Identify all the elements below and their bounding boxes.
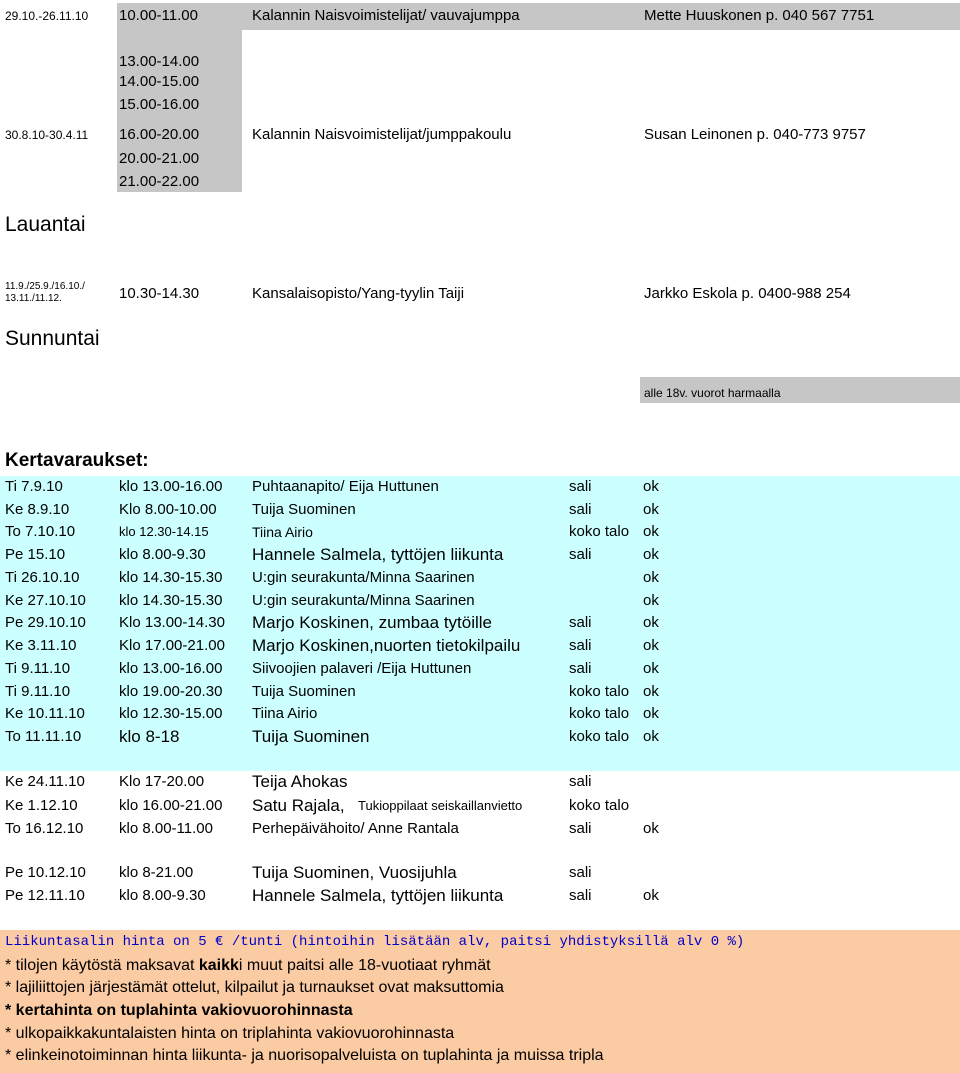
- booking-place: sali: [569, 546, 592, 563]
- booking-time: Klo 17-20.00: [119, 773, 205, 790]
- booking-description: Hannele Salmela, tyttöjen liikunta: [252, 886, 504, 905]
- booking-row: [0, 476, 960, 498]
- booking-status: ok: [643, 478, 659, 495]
- booking-row: [0, 862, 960, 884]
- sunnuntai-heading: Sunnuntai: [5, 327, 100, 350]
- booking-place: koko talo: [569, 797, 630, 814]
- booking-status: ok: [643, 887, 659, 904]
- sched2-extra-time: 20.00-21.00: [119, 150, 200, 167]
- booking-date: Ti 9.11.10: [5, 660, 71, 677]
- booking-time: klo 16.00-21.00: [119, 797, 223, 814]
- sched1-extra-time: 15.00-16.00: [119, 96, 200, 113]
- pricing-note-5: * elinkeinotoiminnan hinta liikunta- ja nuorisopalveluista on tuplahinta ja muissa tripla: [5, 1047, 604, 1064]
- sched2-time: 16.00-20.00: [119, 126, 200, 143]
- booking-time: klo 8.00-11.00: [119, 820, 213, 837]
- booking-place: sali: [569, 820, 592, 837]
- booking-description: Hannele Salmela, tyttöjen liikunta: [252, 545, 504, 564]
- sched2-extra-time: 21.00-22.00: [119, 173, 200, 190]
- booking-row: [0, 521, 960, 543]
- pricing-note-1-pre: * tilojen käytöstä maksavat: [5, 957, 199, 974]
- booking-date: Pe 15.10: [5, 546, 66, 563]
- sched2-activity: Kalannin Naisvoimistelijat/jumppakoulu: [252, 126, 512, 143]
- pricing-note-1-bold: kaikk: [198, 957, 239, 974]
- booking-row: [0, 885, 960, 907]
- booking-description: Puhtaanapito/ Eija Huttunen: [252, 478, 439, 495]
- booking-row: [0, 635, 960, 657]
- sched1-activity: Kalannin Naisvoimistelijat/ vauvajumppa: [252, 7, 520, 24]
- booking-row: [0, 703, 960, 725]
- booking-time: klo 8-18: [119, 727, 180, 746]
- booking-time: Klo 13.00-14.30: [119, 614, 225, 631]
- lauantai-heading: Lauantai: [5, 213, 86, 236]
- booking-place: sali: [569, 864, 592, 881]
- booking-description: Tuija Suominen: [252, 727, 370, 746]
- booking-place: koko talo: [569, 523, 630, 540]
- sched1-date: 29.10.-26.11.10: [5, 9, 89, 23]
- booking-status: ok: [643, 683, 659, 700]
- booking-time: klo 8.00-9.30: [119, 546, 206, 563]
- pricing-note-1: [5, 957, 491, 975]
- booking-date: Ke 10.11.10: [5, 705, 85, 722]
- booking-date: Ke 1.12.10: [5, 797, 78, 814]
- booking-description: Tiina Airio: [252, 524, 313, 540]
- booking-description: Tuija Suominen: [252, 683, 356, 700]
- booking-status: ok: [643, 705, 659, 722]
- sched1-contact: Mette Huuskonen p. 040 567 7751: [644, 7, 875, 24]
- booking-place: sali: [569, 501, 592, 518]
- booking-time: Klo 17.00-21.00: [119, 637, 225, 654]
- booking-date: Ti 9.11.10: [5, 683, 71, 700]
- lauantai-dates-line2: 13.11./11.12.: [5, 293, 62, 304]
- pricing-note-1-post: i muut paitsi alle 18-vuotiaat ryhmät: [238, 957, 491, 974]
- booking-description: U:gin seurakunta/Minna Saarinen: [252, 592, 475, 609]
- booking-description: Teija Ahokas: [252, 772, 348, 791]
- booking-row: [0, 681, 960, 703]
- booking-description: Marjo Koskinen, zumbaa tytöille: [252, 613, 493, 632]
- booking-status: ok: [643, 501, 659, 518]
- lauantai-dates-line1: 11.9./25.9./16.10./: [5, 281, 85, 292]
- booking-description: Marjo Koskinen,nuorten tietokilpailu: [252, 636, 521, 655]
- booking-place: sali: [569, 478, 592, 495]
- booking-date: Ke 24.11.10: [5, 773, 85, 790]
- pricing-note-2: * lajiliittojen järjestämät ottelut, kilpailut ja turnaukset ovat maksuttomia: [5, 979, 504, 996]
- lauantai-activity: Kansalaisopisto/Yang-tyylin Taiji: [252, 285, 465, 302]
- booking-row: [0, 612, 960, 634]
- booking-time: klo 8-21.00: [119, 864, 194, 881]
- booking-description-note: Tukioppilaat seiskaillanvietto: [358, 798, 523, 813]
- booking-time: klo 12.30-14.15: [119, 524, 209, 539]
- sched1-extra-time: 13.00-14.00: [119, 53, 200, 70]
- pricing-note-4: * ulkopaikkakuntalaisten hinta on triplahinta vakiovuorohinnasta: [5, 1025, 455, 1042]
- sched1-time: 10.00-11.00: [119, 7, 198, 24]
- booking-place: koko talo: [569, 728, 630, 745]
- booking-place: koko talo: [569, 683, 630, 700]
- booking-status: ok: [643, 820, 659, 837]
- booking-date: Ke 27.10.10: [5, 592, 86, 609]
- sched1-extra-time: 14.00-15.00: [119, 73, 200, 90]
- booking-place: sali: [569, 773, 592, 790]
- booking-status: ok: [643, 637, 659, 654]
- booking-time: klo 12.30-15.00: [119, 705, 223, 722]
- booking-description: Satu Rajala,: [252, 796, 345, 815]
- booking-place: sali: [569, 637, 592, 654]
- booking-description: Siivoojien palaveri /Eija Huttunen: [252, 660, 472, 677]
- booking-date: Ke 8.9.10: [5, 501, 70, 518]
- booking-date: To 16.12.10: [5, 820, 84, 837]
- booking-description: Tuija Suominen, Vuosijuhla: [252, 863, 457, 882]
- booking-time: klo 14.30-15.30: [119, 592, 223, 609]
- booking-date: Pe 10.12.10: [5, 864, 86, 881]
- booking-status: ok: [643, 592, 659, 609]
- booking-description: Tuija Suominen: [252, 501, 356, 518]
- booking-description: U:gin seurakunta/Minna Saarinen: [252, 569, 475, 586]
- booking-date: To 7.10.10: [5, 523, 76, 540]
- booking-date: Pe 29.10.10: [5, 614, 86, 631]
- booking-time: klo 19.00-20.30: [119, 683, 223, 700]
- booking-place: sali: [569, 660, 592, 677]
- lauantai-time: 10.30-14.30: [119, 285, 200, 302]
- booking-time: klo 13.00-16.00: [119, 660, 223, 677]
- booking-row: [0, 499, 960, 521]
- booking-date: Ke 3.11.10: [5, 637, 77, 654]
- booking-place: sali: [569, 887, 592, 904]
- sched2-contact: Susan Leinonen p. 040-773 9757: [644, 126, 866, 143]
- booking-place: koko talo: [569, 705, 630, 722]
- booking-row: [0, 771, 960, 793]
- booking-time: Klo 8.00-10.00: [119, 501, 217, 518]
- booking-status: ok: [643, 728, 659, 745]
- booking-date: To 11.11.10: [5, 728, 82, 745]
- booking-date: Ti 26.10.10: [5, 569, 80, 586]
- booking-place: sali: [569, 614, 592, 631]
- booking-status: ok: [643, 523, 659, 540]
- booking-date: Pe 12.11.10: [5, 887, 85, 904]
- booking-time: klo 13.00-16.00: [119, 478, 223, 495]
- lauantai-contact: Jarkko Eskola p. 0400-988 254: [644, 285, 851, 302]
- sched2-date: 30.8.10-30.4.11: [5, 128, 89, 142]
- gray-legend-note: alle 18v. vuorot harmaalla: [644, 386, 781, 400]
- booking-status: ok: [643, 660, 659, 677]
- pricing-note-3: * kertahinta on tuplahinta vakiovuorohinnasta: [5, 1002, 353, 1019]
- booking-description: Tiina Airio: [252, 705, 318, 722]
- booking-row: [0, 590, 960, 612]
- booking-row: [0, 818, 960, 840]
- booking-description: Perhepäivähoito/ Anne Rantala: [252, 820, 459, 837]
- booking-time: klo 8.00-9.30: [119, 887, 206, 904]
- booking-status: ok: [643, 569, 659, 586]
- booking-time: klo 14.30-15.30: [119, 569, 223, 586]
- pricing-headline: Liikuntasalin hinta on 5 € /tunti (hintoihin lisätään alv, paitsi yhdistyksillä alv 0 %): [5, 934, 745, 950]
- booking-row: [0, 544, 960, 566]
- booking-row: [0, 567, 960, 589]
- booking-row: [0, 658, 960, 680]
- booking-status: ok: [643, 614, 659, 631]
- booking-date: Ti 7.9.10: [5, 478, 63, 495]
- kertavaraukset-heading: Kertavaraukset:: [5, 450, 149, 471]
- booking-row: [0, 795, 960, 817]
- booking-status: ok: [643, 546, 659, 563]
- booking-row: [0, 726, 960, 748]
